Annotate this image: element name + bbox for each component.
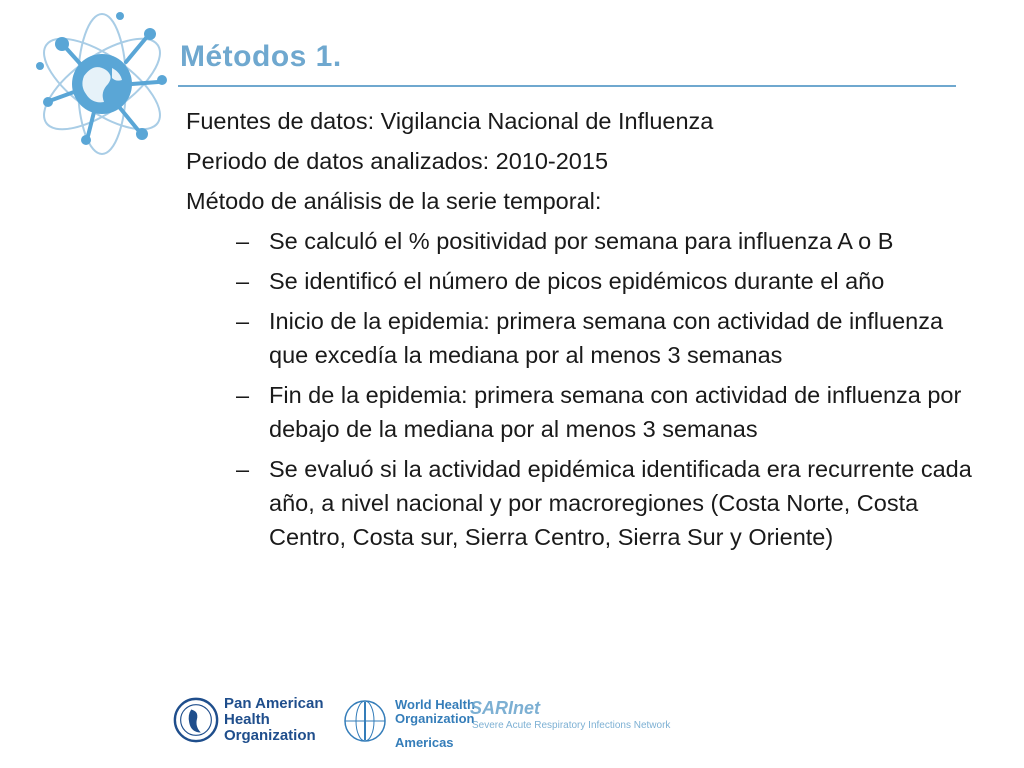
sub-bullet-text: Se calculó el % positividad por semana para influenza A o B xyxy=(269,228,894,254)
who-emblem-icon xyxy=(340,696,390,746)
footer-logos xyxy=(170,690,730,762)
sub-bullet-peaks xyxy=(186,264,986,298)
paho-emblem-icon xyxy=(172,696,220,744)
dash-marker: – xyxy=(236,382,250,408)
bullet-data-sources: Fuentes de datos: Vigilancia Nacional de Influenza xyxy=(186,108,714,134)
bullet-data-period: Periodo de datos analizados: 2010-2015 xyxy=(186,148,609,174)
slide-title: Métodos 1. xyxy=(180,40,342,73)
bullet-analysis-method: Método de análisis de la serie temporal: xyxy=(186,188,602,214)
title-divider xyxy=(178,85,956,87)
globe-network-icon xyxy=(22,6,182,156)
sarinet-subtitle: Severe Acute Respiratory Infections Network xyxy=(472,720,671,731)
sarinet-logo-text: SARInet xyxy=(470,698,541,718)
sub-bullet-text: Se identificó el número de picos epidémicos durante el año xyxy=(269,268,885,294)
sub-bullet-epidemic-start xyxy=(186,304,986,372)
slide-content xyxy=(186,104,986,560)
paho-name: Pan American Health Organization xyxy=(224,695,324,744)
dash-marker: – xyxy=(236,308,250,334)
sub-bullet-text: Se evaluó si la actividad epidémica identificada era recurrente cada año, a nivel nacional y por macroregiones (Costa Norte, Costa Centro, Costa sur, Sierra Centro, Sierra Sur y Oriente) xyxy=(269,456,972,550)
sub-bullet-positivity xyxy=(186,224,986,258)
dash-marker: – xyxy=(236,456,250,482)
sub-bullet-recurrence xyxy=(186,452,986,554)
sub-bullet-epidemic-end xyxy=(186,378,986,446)
sub-bullet-text: Fin de la epidemia: primera semana con actividad de influenza por debajo de la mediana por al menos 3 semanas xyxy=(269,382,962,442)
dash-marker: – xyxy=(236,228,250,254)
dash-marker: – xyxy=(236,268,250,294)
who-name: World Health Organization Americas xyxy=(395,697,475,750)
sub-bullet-text: Inicio de la epidemia: primera semana con actividad de influenza que excedía la mediana por al menos 3 semanas xyxy=(269,308,944,368)
method-sub-list xyxy=(186,224,986,554)
